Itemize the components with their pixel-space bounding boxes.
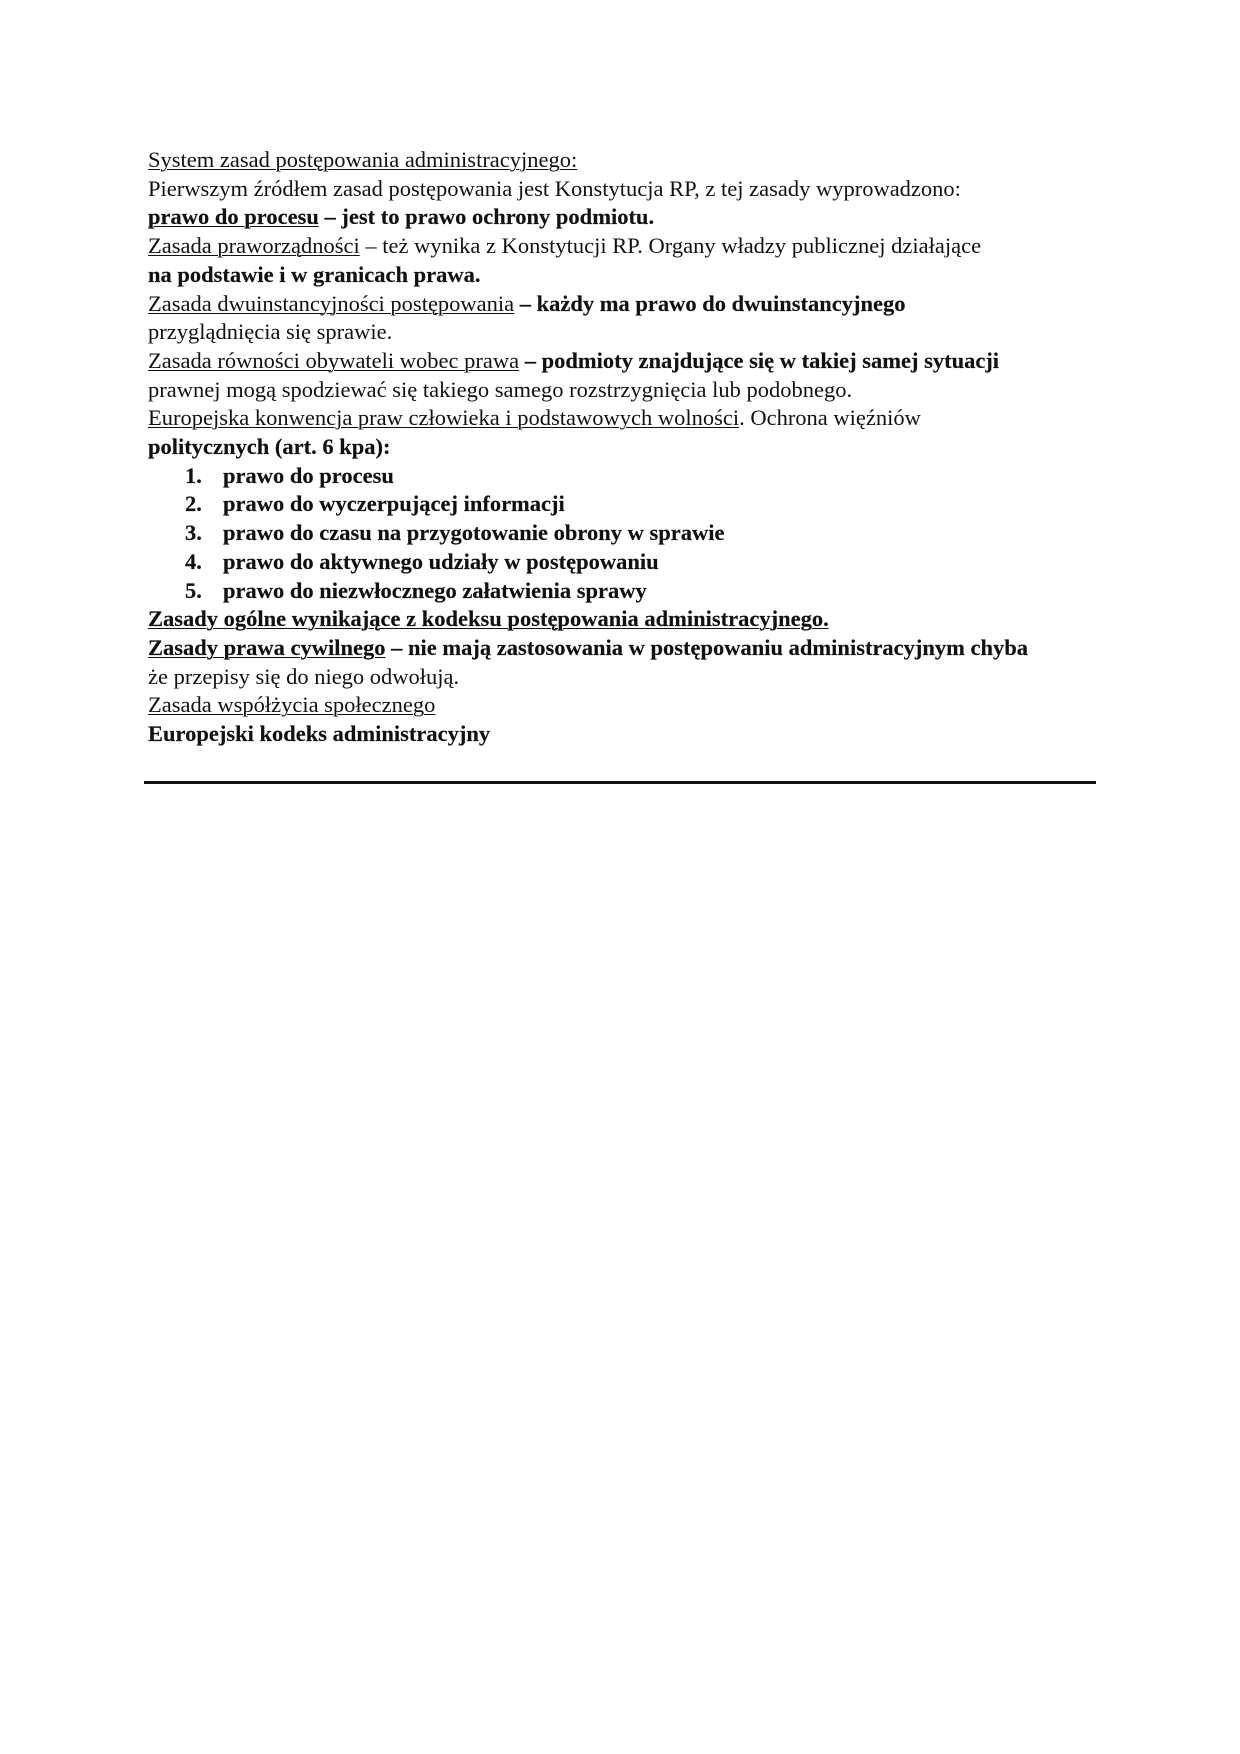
list-item xyxy=(148,462,1098,491)
paragraph-two-instance-continued: przyglądnięcia się sprawie. xyxy=(148,319,393,345)
paragraph-european-code: Europejski kodeks administracyjny xyxy=(148,721,491,747)
list-item-number: 1. xyxy=(185,462,202,488)
list-item-text: prawo do niezwłocznego załatwienia sprawy xyxy=(223,577,647,603)
list-item xyxy=(148,577,1098,606)
list-item-text: prawo do czasu na przygotowanie obrony w sprawie xyxy=(223,520,725,546)
document-heading xyxy=(148,146,1098,175)
paragraph-european-convention xyxy=(148,404,1098,433)
term-european-convention: Europejska konwencja praw człowieka i podstawowych wolności xyxy=(148,405,740,431)
list-item-number: 3. xyxy=(185,520,202,546)
intro-paragraph: Pierwszym źródłem zasad postępowania jest Konstytucja RP, z tej zasady wyprowadzono: xyxy=(148,175,961,201)
term-legality: Zasada praworządności xyxy=(148,233,360,259)
term-equality: Zasada równości obywateli wobec prawa xyxy=(148,347,520,373)
list-item-number: 4. xyxy=(185,548,202,574)
list-item xyxy=(148,548,1098,577)
paragraph-social-coexistence xyxy=(148,691,1098,720)
description-two-instance: – każdy ma prawo do dwuinstancyjnego xyxy=(514,290,906,316)
term-general-principles: Zasady ogólne wynikające z kodeksu postępowania administracyjnego. xyxy=(148,606,829,632)
list-item-text: prawo do procesu xyxy=(223,462,394,488)
list-item xyxy=(148,519,1098,548)
paragraph-general-principles xyxy=(148,605,1098,634)
list-item-text: prawo do aktywnego udziały w postępowaniu xyxy=(223,548,659,574)
description-civil-law: – nie mają zastosowania w postępowaniu administracyjnym chyba xyxy=(385,634,1029,660)
document-body xyxy=(148,146,1098,749)
paragraph-equality xyxy=(148,347,1098,376)
paragraph-civil-law-continued: że przepisy się do niego odwołują. xyxy=(148,663,460,689)
paragraph-european-convention-continued: politycznych (art. 6 kpa): xyxy=(148,434,391,460)
list-item-text: prawo do wyczerpującej informacji xyxy=(223,491,565,517)
description-legality: – też wynika z Konstytucji RP. Organy władzy publicznej działające xyxy=(359,233,982,259)
term-social-coexistence: Zasada współżycia społecznego xyxy=(148,692,436,718)
horizontal-rule xyxy=(144,781,1096,784)
paragraph-equality-continued: prawnej mogą spodziewać się takiego samego rozstrzygnięcia lub podobnego. xyxy=(148,376,853,402)
description-right-to-process: – jest to prawo ochrony podmiotu. xyxy=(318,204,655,230)
term-right-to-process: prawo do procesu xyxy=(148,204,319,230)
term-civil-law: Zasady prawa cywilnego xyxy=(148,634,386,660)
list-item xyxy=(148,490,1098,519)
paragraph-legality-continued: na podstawie i w granicach prawa. xyxy=(148,261,481,287)
description-equality: – podmioty znajdujące się w takiej samej sytuacji xyxy=(519,347,1000,373)
heading-text: System zasad postępowania administracyjnego: xyxy=(148,147,578,172)
paragraph-right-to-process xyxy=(148,203,1098,232)
paragraph-legality xyxy=(148,232,1098,261)
term-two-instance: Zasada dwuinstancyjności postępowania xyxy=(148,290,515,316)
list-item-number: 5. xyxy=(185,577,202,603)
paragraph-two-instance xyxy=(148,290,1098,319)
paragraph-civil-law xyxy=(148,634,1098,663)
rights-list xyxy=(148,462,1098,606)
list-item-number: 2. xyxy=(185,491,202,517)
description-european-convention: . Ochrona więźniów xyxy=(739,405,921,431)
